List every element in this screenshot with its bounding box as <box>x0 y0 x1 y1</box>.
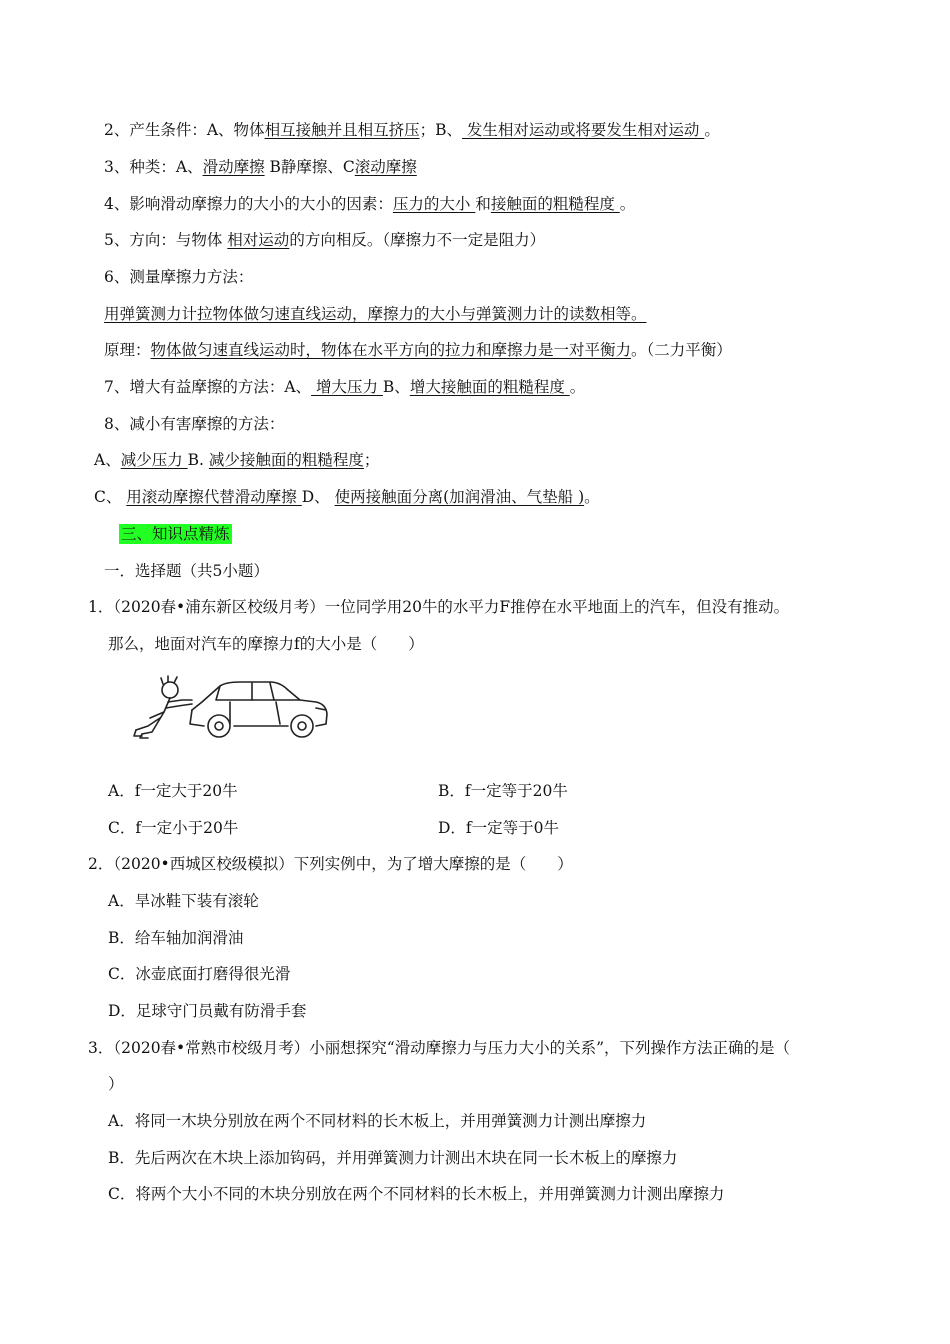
q1-option-a: A．f一定大于20牛 <box>108 782 238 800</box>
note-line-6: 6、测量摩擦力方法： <box>104 268 254 286</box>
q2-option-b: B．给车轴加润滑油 <box>108 929 244 947</box>
note-line-8: 8、减小有害摩擦的方法： <box>104 415 285 433</box>
note-line-6-method: 用弹簧测力计拉物体做匀速直线运动，摩擦力的大小与弹簧测力计的读数相等。 <box>104 305 647 323</box>
note-line-3: 3、种类：A、滑动摩擦 B静摩擦、C滚动摩擦 <box>104 158 417 176</box>
note-line-6-principle: 原理：物体做匀速直线运动时，物体在水平方向的拉力和摩擦力是一对平衡力。（二力平衡） <box>104 341 732 359</box>
car-push-illustration <box>130 672 330 742</box>
q2-option-d: D．足球守门员戴有防滑手套 <box>108 1002 307 1020</box>
q1-stem: 1．（2020春•浦东新区校级月考）一位同学用20牛的水平力F推停在水平地面上的汽车，但没有推动。 <box>88 598 790 616</box>
q1-option-d: D．f一定等于0牛 <box>438 819 560 837</box>
note-line-7: 7、增大有益摩擦的方法：A、 增大压力 B、增大接触面的粗糙程度 。 <box>104 378 586 396</box>
q1-option-b: B．f一定等于20牛 <box>438 782 568 800</box>
note-line-8-ab: A、减少压力 B. 减少接触面的粗糙程度； <box>94 451 380 469</box>
q1-option-c: C．f一定小于20牛 <box>108 819 239 837</box>
q3-option-b: B．先后两次在木块上添加钩码，并用弹簧测力计测出木块在同一长木板上的摩擦力 <box>108 1149 678 1167</box>
q2-option-a: A．旱冰鞋下装有滚轮 <box>108 892 259 910</box>
section-title: 三、知识点精炼 <box>121 525 230 543</box>
q3-stem: 3．（2020春•常熟市校级月考）小丽想探究“滑动摩擦力与压力大小的关系”，下列操作方法正确的是（ <box>88 1039 791 1057</box>
q1-stem-continued: 那么，地面对汽车的摩擦力f的大小是（ ） <box>108 635 424 653</box>
q3-option-c: C．将两个大小不同的木块分别放在两个不同材料的长木板上，并用弹簧测力计测出摩擦力 <box>108 1185 725 1203</box>
subsection-title: 一．选择题（共5小题） <box>104 562 269 580</box>
q3-stem-continued: ） <box>108 1075 124 1093</box>
note-line-4: 4、影响滑动摩擦力的大小的大小的因素：压力的大小 和接触面的粗糙程度 。 <box>104 195 636 213</box>
q2-option-c: C．冰壶底面打磨得很光滑 <box>108 965 291 983</box>
note-line-2: 2、产生条件：A、物体相互接触并且相互挤压；B、 发生相对运动或将要发生相对运动 。 <box>104 121 720 139</box>
note-line-5: 5、方向：与物体 相对运动的方向相反。（摩擦力不一定是阻力） <box>104 231 546 249</box>
q3-option-a: A．将同一木块分别放在两个不同材料的长木板上，并用弹簧测力计测出摩擦力 <box>108 1112 647 1130</box>
q2-stem: 2．（2020•西城区校级模拟）下列实例中，为了增大摩擦的是（ ） <box>88 855 573 873</box>
note-line-8-cd: C、 用滚动摩擦代替滑动摩擦 D、 使两接触面分离(加润滑油、气垫船 )。 <box>94 488 600 506</box>
